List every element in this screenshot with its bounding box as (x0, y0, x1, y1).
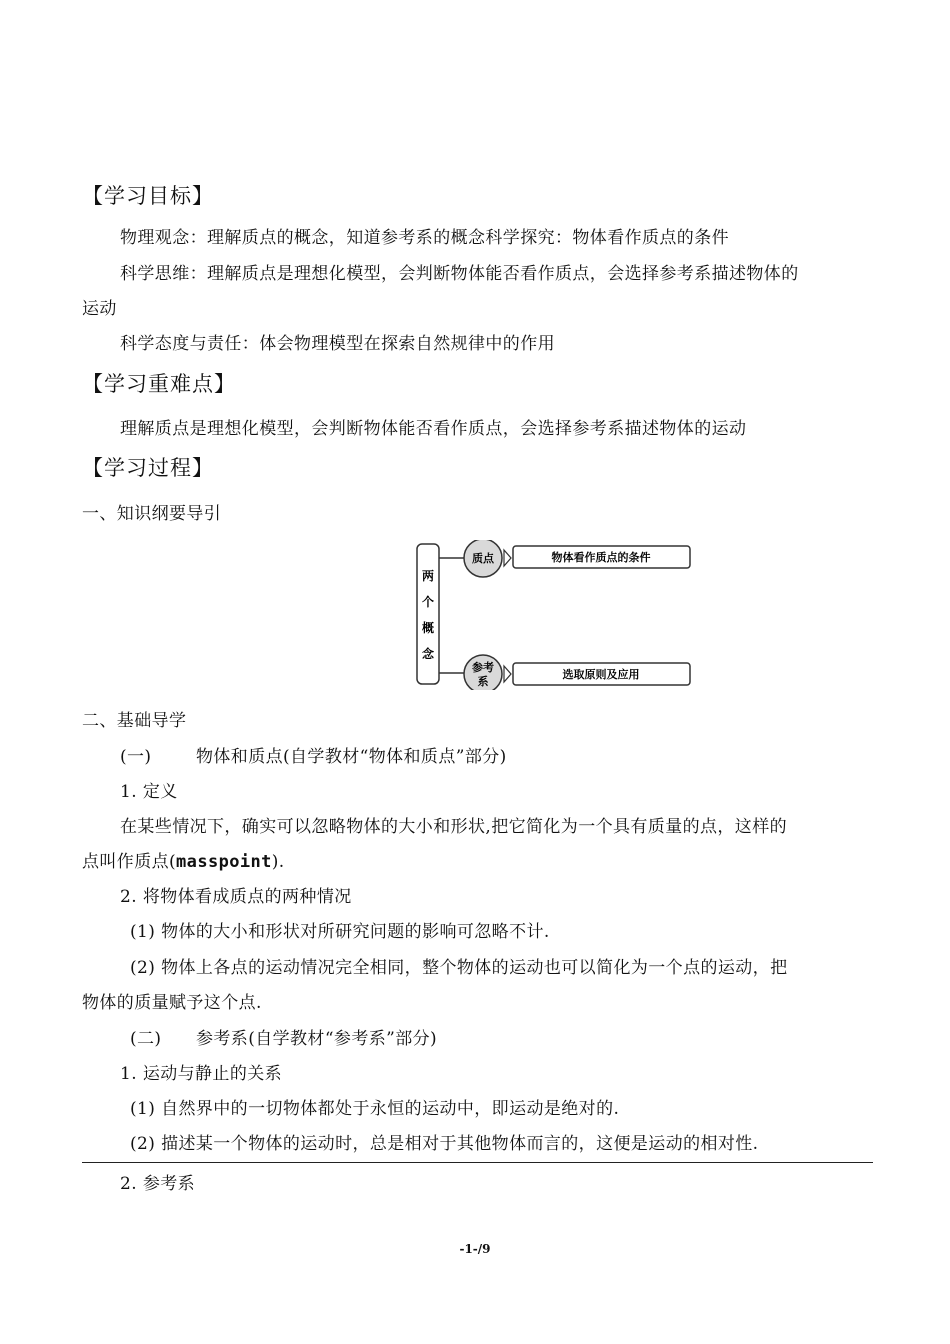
box-mass-point-condition-label: 物体看作质点的条件 (551, 551, 651, 564)
definition-title: 1. 定义 (120, 782, 178, 802)
arrow-icon (504, 666, 511, 682)
page-number: -1-/9 (459, 1242, 491, 1256)
goal-physics-concept: 物理观念：理解质点的概念，知道参考系的概念科学探究：物体看作质点的条件 (120, 228, 729, 248)
relation-title: 1. 运动与静止的关系 (120, 1064, 283, 1084)
part1-label: (一) (120, 747, 152, 767)
arrow-icon (504, 550, 511, 566)
part1-title: 物体和质点(自学教材“物体和质点”部分) (196, 747, 507, 767)
case-1: (1) 物体的大小和形状对所研究问题的影响可忽略不计. (130, 922, 550, 942)
section-basics-title: 二、基础导学 (82, 711, 187, 731)
part2-label: (二) (130, 1029, 162, 1049)
key-points-text: 理解质点是理想化模型，会判断物体能否看作质点，会选择参考系描述物体的运动 (120, 419, 747, 439)
heading-process: 【学习过程】 (82, 456, 214, 480)
node-mass-point-label: 质点 (472, 552, 494, 565)
definition-text-cont (82, 851, 285, 873)
goal-attitude: 科学态度与责任：体会物理模型在探索自然规律中的作用 (120, 334, 555, 354)
goal-scientific-thinking: 科学思维：理解质点是理想化模型，会判断物体能否看作质点，会选择参考系描述物体的 (120, 264, 799, 284)
relation-1: (1) 自然界中的一切物体都处于永恒的运动中，即运动是绝对的. (130, 1099, 620, 1119)
case-2-cont: 物体的质量赋予这个点. (82, 993, 262, 1013)
horizontal-rule (82, 1162, 873, 1163)
node-reference-frame-label-1: 参考 (472, 661, 494, 674)
goal-scientific-thinking-cont: 运动 (82, 299, 117, 319)
box-reference-frame-usage-label: 选取原则及应用 (562, 668, 640, 681)
concept-char-2: 个 (421, 595, 435, 609)
concept-char-3: 概 (421, 621, 435, 635)
cases-title: 2. 将物体看成质点的两种情况 (120, 887, 352, 907)
definition-text: 在某些情况下，确实可以忽略物体的大小和形状,把它简化为一个具有质量的点，这样的 (120, 817, 788, 837)
definition-text-post: ). (271, 852, 285, 872)
relation-2: (2) 描述某一个物体的运动时，总是相对于其他物体而言的，这便是运动的相对性. (130, 1134, 759, 1154)
section-outline-title: 一、知识纲要导引 (82, 504, 222, 524)
concept-char-1: 两 (421, 569, 435, 583)
case-2: (2) 物体上各点的运动情况完全相同，整个物体的运动也可以简化为一个点的运动，把 (130, 958, 788, 978)
concept-diagram (412, 540, 698, 690)
concept-char-4: 念 (421, 647, 435, 661)
part2-title: 参考系(自学教材“参考系”部分) (196, 1029, 438, 1049)
reference-frame-title: 2. 参考系 (120, 1174, 196, 1194)
node-reference-frame-label-2: 系 (477, 675, 489, 688)
heading-key-points: 【学习重难点】 (82, 372, 236, 396)
heading-goals: 【学习目标】 (82, 184, 214, 208)
term-masspoint: masspoint (176, 852, 272, 872)
definition-text-pre: 点叫作质点( (82, 852, 177, 872)
concept-column-box (417, 544, 439, 684)
